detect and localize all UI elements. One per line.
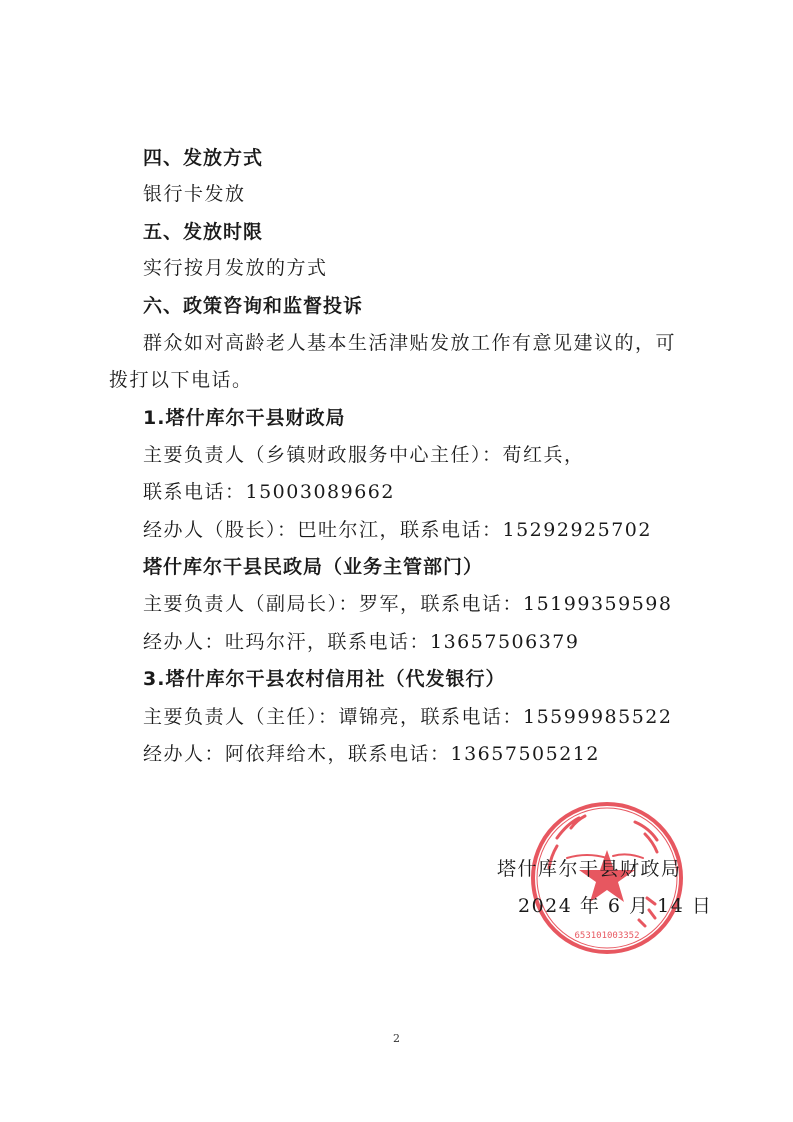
section-6-paragraph-line-1: 群众如对高龄老人基本生活津贴发放工作有意见建议的，可 — [143, 332, 677, 354]
section-4-heading: 四、发放方式 — [143, 147, 264, 169]
finance-bureau-lead: 主要负责人（乡镇财政服务中心主任）：荀红兵， — [143, 444, 585, 466]
section-6-paragraph-line-2: 拨打以下电话。 — [109, 369, 253, 391]
contact-finance-bureau-heading: 1.塔什库尔干县财政局 — [143, 407, 346, 429]
credit-union-handler: 经办人：阿依拜给木，联系电话：13657505212 — [143, 743, 600, 765]
finance-bureau-lead-phone: 联系电话：15003089662 — [143, 481, 395, 503]
seal-number: 653101003352 — [574, 931, 640, 941]
contact-civil-affairs-heading: 塔什库尔干县民政局（业务主管部门） — [143, 556, 484, 578]
section-5-heading: 五、发放时限 — [143, 221, 264, 243]
finance-bureau-handler: 经办人（股长）：巴吐尔江，联系电话：15292925702 — [143, 519, 652, 541]
civil-affairs-lead: 主要负责人（副局长）：罗军，联系电话：15199359598 — [143, 593, 673, 615]
section-4-body: 银行卡发放 — [143, 183, 246, 205]
section-6-heading: 六、政策咨询和监督投诉 — [143, 295, 364, 317]
signature-date: 2024 年 6 月 14 日 — [518, 895, 713, 917]
signature-org: 塔什库尔干县财政局 — [497, 858, 682, 880]
section-5-body: 实行按月发放的方式 — [143, 257, 328, 279]
civil-affairs-handler: 经办人：吐玛尔汗，联系电话：13657506379 — [143, 631, 580, 653]
credit-union-lead: 主要负责人（主任）：谭锦亮，联系电话：15599985522 — [143, 706, 673, 728]
contact-credit-union-heading: 3.塔什库尔干县农村信用社（代发银行） — [143, 668, 506, 690]
page-number: 2 — [393, 1032, 400, 1045]
